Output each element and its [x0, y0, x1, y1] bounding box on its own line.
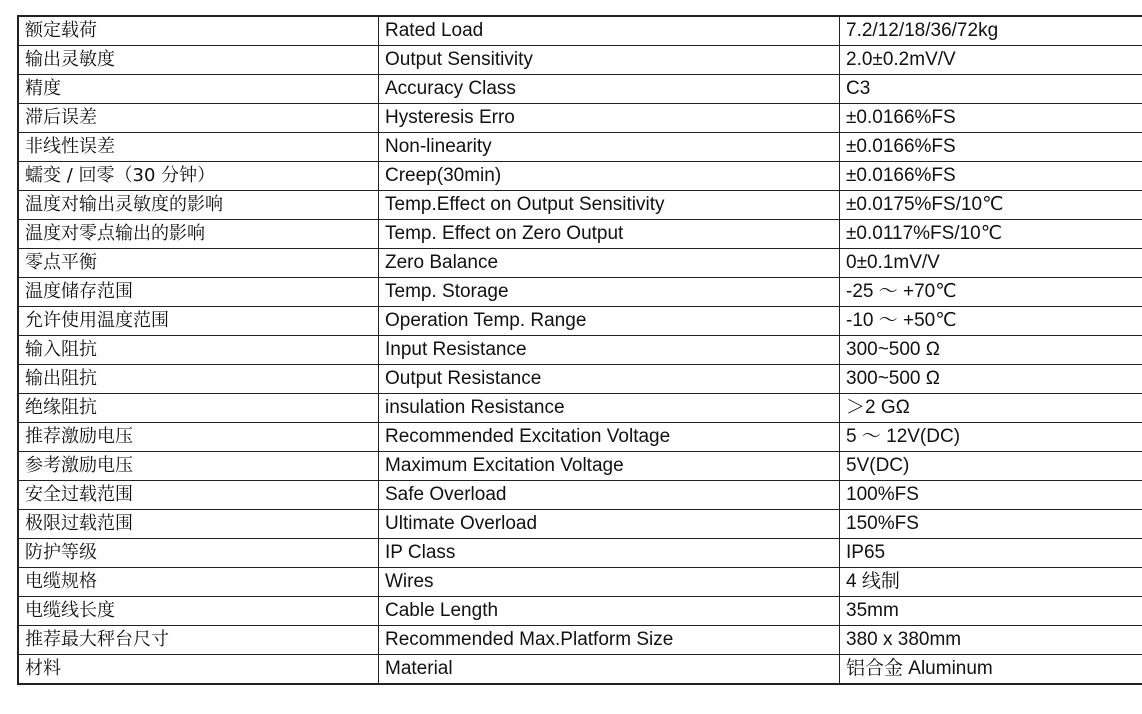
table-row: [18, 423, 1142, 452]
parameter-name-en: Recommended Max.Platform Size: [379, 626, 840, 655]
parameter-name-en: Material: [379, 655, 840, 685]
specification-table-body: [18, 16, 1142, 684]
parameter-name-en: Rated Load: [379, 16, 840, 46]
table-row: [18, 104, 1142, 133]
table-row: [18, 16, 1142, 46]
table-row: [18, 249, 1142, 278]
table-row: [18, 191, 1142, 220]
parameter-value: ±0.0166%FS: [840, 133, 1142, 162]
parameter-name-zh: 允许使用温度范围: [18, 307, 379, 336]
parameter-value: 150%FS: [840, 510, 1142, 539]
parameter-name-zh: 材料: [18, 655, 379, 685]
parameter-name-en: insulation Resistance: [379, 394, 840, 423]
parameter-value: 7.2/12/18/36/72kg: [840, 16, 1142, 46]
parameter-value: 35mm: [840, 597, 1142, 626]
parameter-name-zh: 绝缘阻抗: [18, 394, 379, 423]
parameter-value: 100%FS: [840, 481, 1142, 510]
specification-table: [17, 15, 1142, 685]
parameter-value: ±0.0117%FS/10℃: [840, 220, 1142, 249]
parameter-value: 4 线制: [840, 568, 1142, 597]
parameter-value: 5V(DC): [840, 452, 1142, 481]
parameter-name-en: Wires: [379, 568, 840, 597]
parameter-value: ±0.0175%FS/10℃: [840, 191, 1142, 220]
parameter-name-zh: 极限过载范围: [18, 510, 379, 539]
table-row: [18, 365, 1142, 394]
parameter-value: IP65: [840, 539, 1142, 568]
parameter-name-en: Output Resistance: [379, 365, 840, 394]
parameter-name-en: Zero Balance: [379, 249, 840, 278]
parameter-name-zh: 输入阻抗: [18, 336, 379, 365]
parameter-name-en: Temp. Effect on Zero Output: [379, 220, 840, 249]
parameter-value: 0±0.1mV/V: [840, 249, 1142, 278]
table-row: [18, 568, 1142, 597]
parameter-name-zh: 输出灵敏度: [18, 46, 379, 75]
parameter-name-zh: 推荐激励电压: [18, 423, 379, 452]
parameter-name-zh: 滞后误差: [18, 104, 379, 133]
parameter-name-zh: 输出阻抗: [18, 365, 379, 394]
parameter-name-zh: 额定载荷: [18, 16, 379, 46]
parameter-value: 300~500 Ω: [840, 336, 1142, 365]
parameter-name-zh: 蠕变 / 回零（30 分钟）: [18, 162, 379, 191]
parameter-name-en: Creep(30min): [379, 162, 840, 191]
parameter-name-en: Temp. Storage: [379, 278, 840, 307]
parameter-value: -25 ～ +70℃: [840, 278, 1142, 307]
table-row: [18, 510, 1142, 539]
parameter-name-zh: 推荐最大秤台尺寸: [18, 626, 379, 655]
parameter-name-en: Recommended Excitation Voltage: [379, 423, 840, 452]
table-row: [18, 133, 1142, 162]
table-row: [18, 597, 1142, 626]
parameter-name-en: Non-linearity: [379, 133, 840, 162]
table-row: [18, 481, 1142, 510]
parameter-value: ±0.0166%FS: [840, 104, 1142, 133]
parameter-name-zh: 温度对零点输出的影响: [18, 220, 379, 249]
parameter-name-zh: 安全过载范围: [18, 481, 379, 510]
table-row: [18, 162, 1142, 191]
parameter-name-en: IP Class: [379, 539, 840, 568]
parameter-name-en: Output Sensitivity: [379, 46, 840, 75]
parameter-value: 380 x 380mm: [840, 626, 1142, 655]
table-row: [18, 46, 1142, 75]
table-row: [18, 539, 1142, 568]
parameter-value: 铝合金 Aluminum: [840, 655, 1142, 685]
table-row: [18, 452, 1142, 481]
parameter-name-en: Accuracy Class: [379, 75, 840, 104]
parameter-name-zh: 温度储存范围: [18, 278, 379, 307]
parameter-value: ±0.0166%FS: [840, 162, 1142, 191]
parameter-name-zh: 非线性误差: [18, 133, 379, 162]
parameter-name-zh: 电缆规格: [18, 568, 379, 597]
parameter-value: 5 ～ 12V(DC): [840, 423, 1142, 452]
parameter-value: C3: [840, 75, 1142, 104]
parameter-name-zh: 零点平衡: [18, 249, 379, 278]
parameter-value: 300~500 Ω: [840, 365, 1142, 394]
parameter-name-en: Temp.Effect on Output Sensitivity: [379, 191, 840, 220]
parameter-value: ＞2 GΩ: [840, 394, 1142, 423]
table-row: [18, 220, 1142, 249]
table-row: [18, 394, 1142, 423]
parameter-name-en: Input Resistance: [379, 336, 840, 365]
parameter-name-en: Cable Length: [379, 597, 840, 626]
parameter-name-en: Ultimate Overload: [379, 510, 840, 539]
parameter-name-zh: 温度对输出灵敏度的影响: [18, 191, 379, 220]
table-row: [18, 307, 1142, 336]
table-row: [18, 75, 1142, 104]
table-row: [18, 655, 1142, 685]
parameter-value: -10 ～ +50℃: [840, 307, 1142, 336]
table-row: [18, 336, 1142, 365]
parameter-name-zh: 电缆线长度: [18, 597, 379, 626]
parameter-name-zh: 精度: [18, 75, 379, 104]
parameter-value: 2.0±0.2mV/V: [840, 46, 1142, 75]
table-row: [18, 626, 1142, 655]
parameter-name-zh: 参考激励电压: [18, 452, 379, 481]
parameter-name-zh: 防护等级: [18, 539, 379, 568]
parameter-name-en: Operation Temp. Range: [379, 307, 840, 336]
table-row: [18, 278, 1142, 307]
parameter-name-en: Safe Overload: [379, 481, 840, 510]
parameter-name-en: Maximum Excitation Voltage: [379, 452, 840, 481]
parameter-name-en: Hysteresis Erro: [379, 104, 840, 133]
